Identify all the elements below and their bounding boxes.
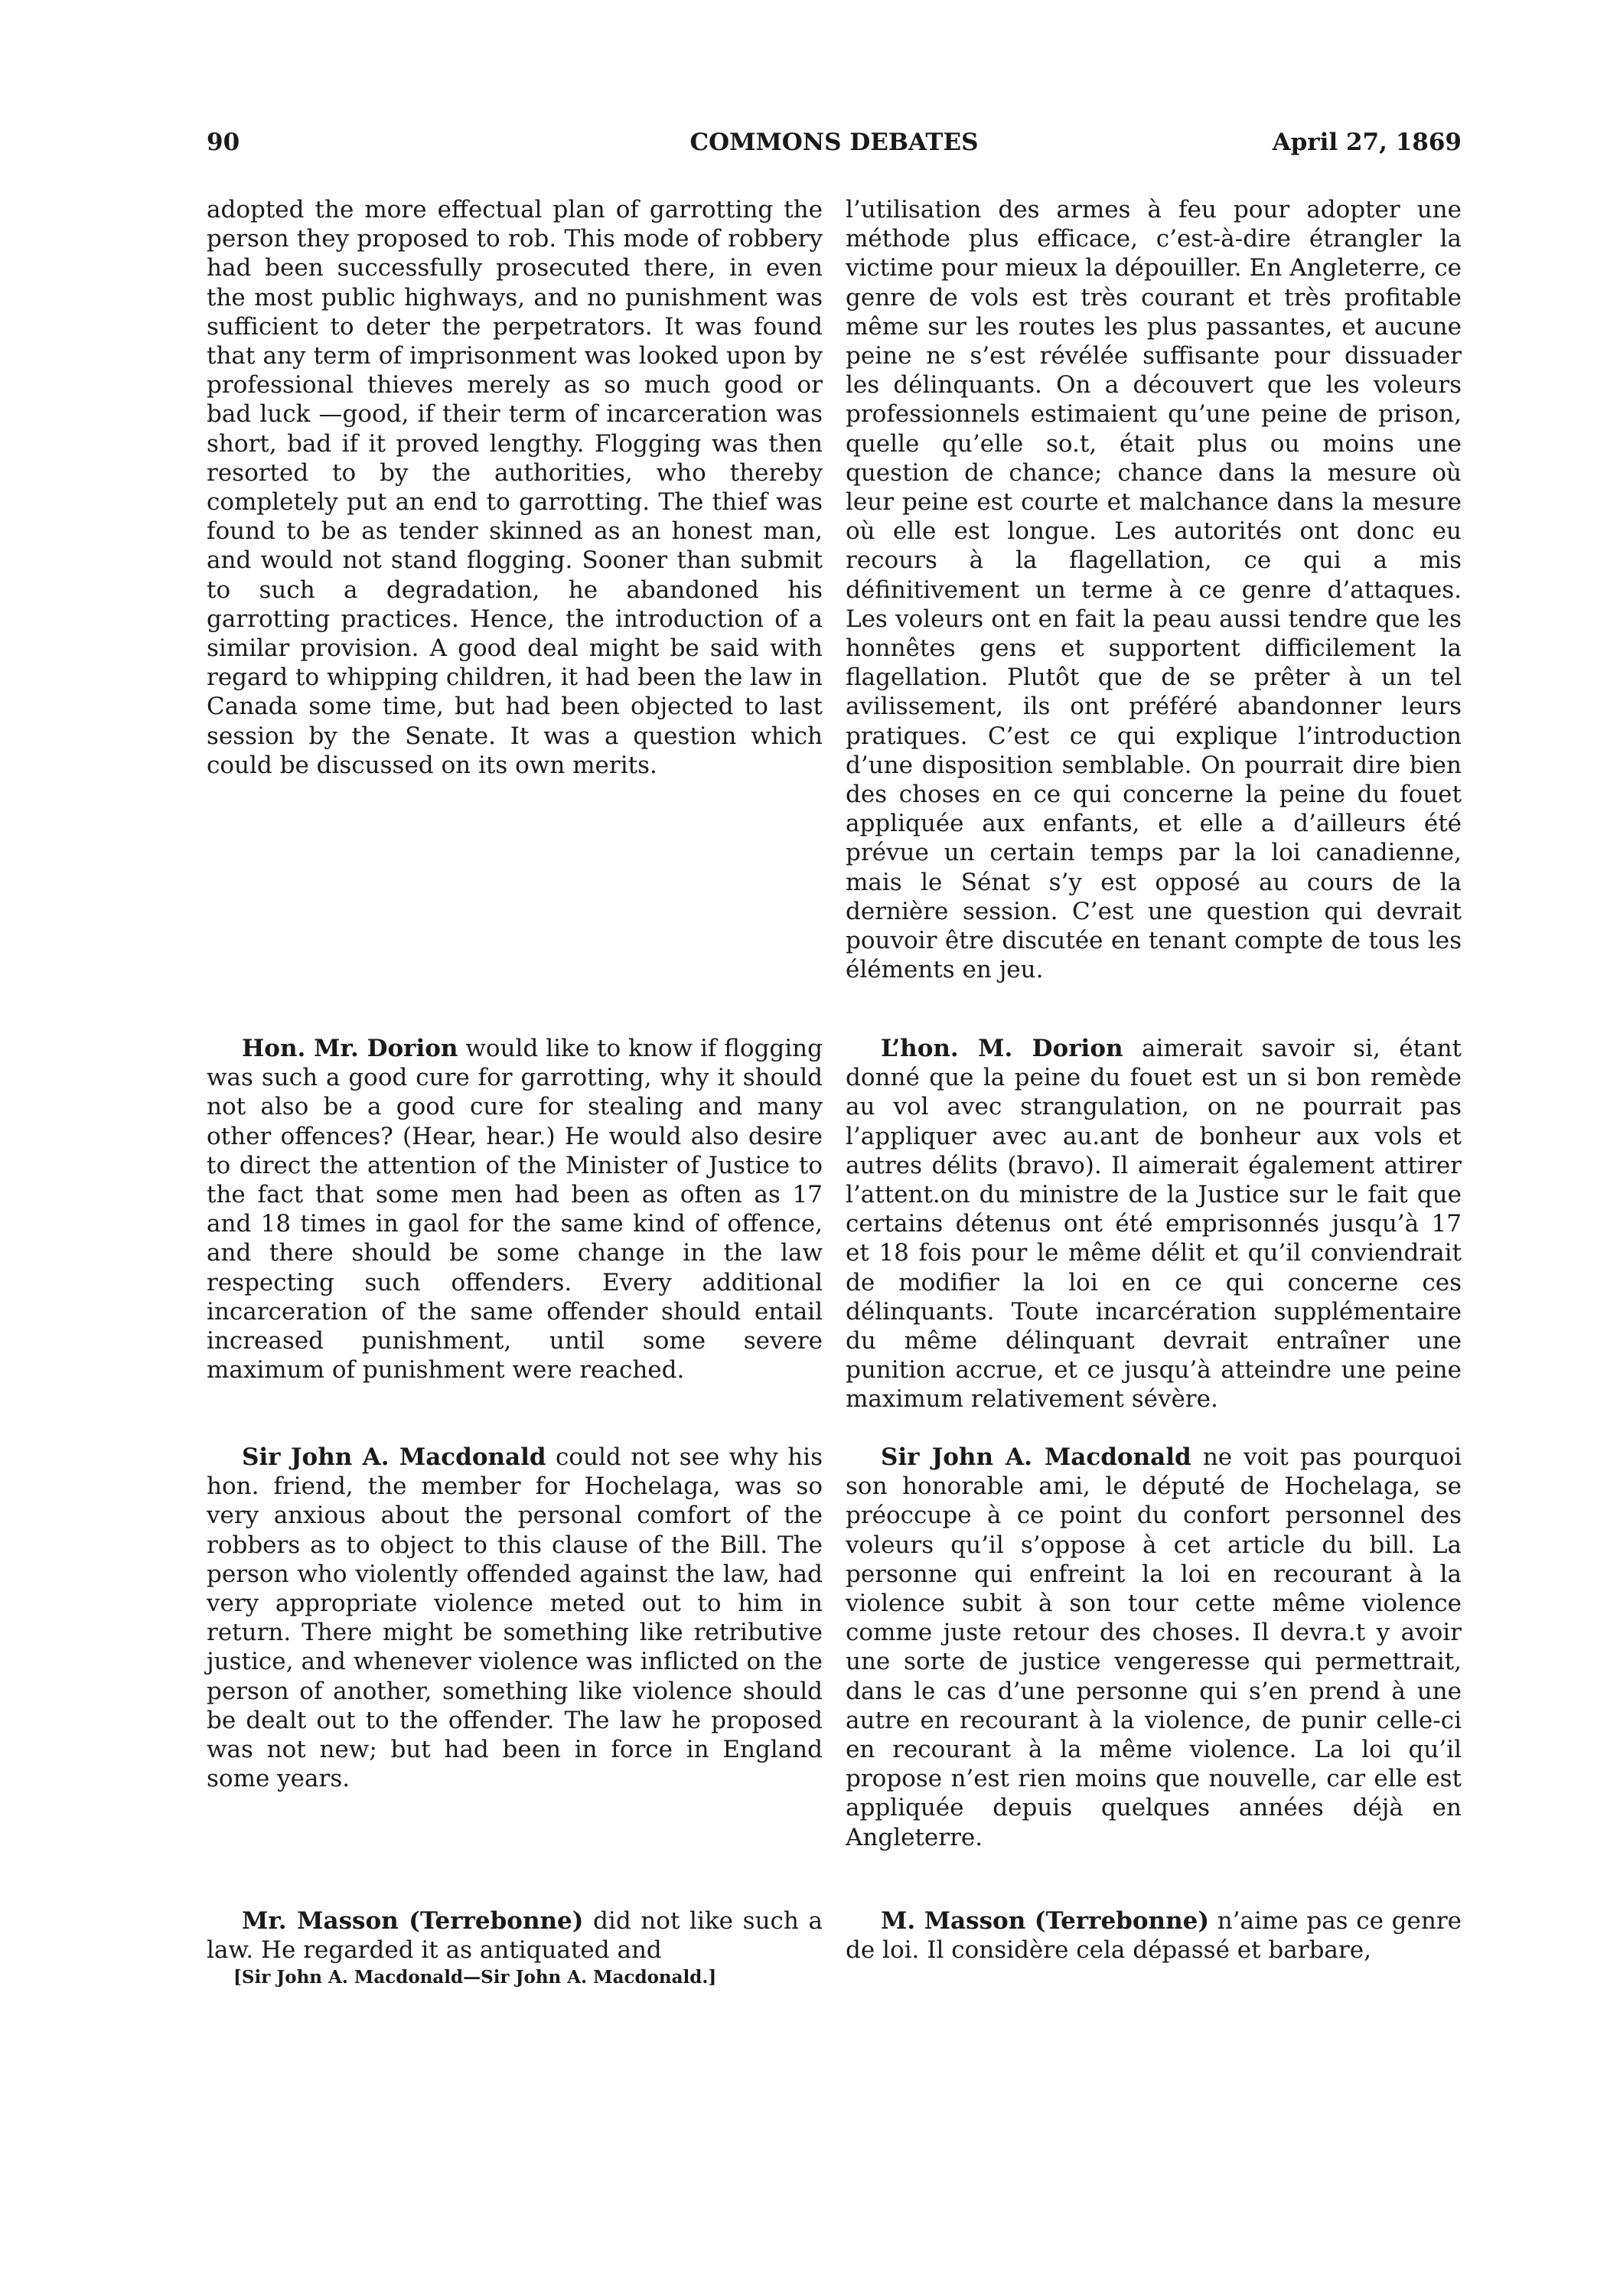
speech-text: aimerait savoir si, étant donné que la peine du fouet est un si bon remède au vol avec strangulation, on ne pourrait pas l’appliquer avec au.ant de bonheur aux vols et autres délits (bravo). Il aimerait également attirer l’attent.on du ministre de la Justice sur le fait que certains détenus ont été emprisonnés jusqu’à 17 et 18 fois pour le même délit et qu’il conviendrait de modifier la loi en ce qui concerne ces délinquants. Toute incarcération supplémentaire du même délinquant devrait entraîner une punition accrue, et ce jusqu’à atteindre une peine maximum relativement sévère.: [846, 1035, 1462, 1414]
speech-text: did not like such a law. He regarded it as antiquated and: [207, 1907, 823, 1965]
header-date: April 27, 1869: [1272, 129, 1462, 156]
speech-text: would like to know if flogging was such a good cure for garrotting, why it should not also be a good cure for stealing and many other offences? (Hear, hear.) He would also desire to direct the attention of the Minister of Justice to the fact that some men had been as often as 17 and 18 times in gaol for the same kind of offence, and there should be some change in the law respecting such offenders. Every additional incarceration of the same offender should entail increased punishment, until some severe maximum of punishment were reached.: [207, 1035, 823, 1384]
french-paragraph-macdonald: [846, 1443, 1462, 1852]
french-paragraph-dorion: [846, 1034, 1462, 1414]
french-paragraph-continued: l’utilisation des armes à feu pour adopter une méthode plus efficace, c’est-à-dire étrangler la victime pour mieux la dépouiller. En Angleterre, ce genre de vols est très courant et très profitable même sur les routes les plus passantes, et aucune peine ne s’est révélée suffisante pour dissuader les délinquants. On a découvert que les voleurs professionnels estimaient qu’une peine de prison, quelle qu’elle so.t, était plus ou moins une question de chance; chance dans la mesure où leur peine est courte et malchance dans la mesure où elle est longue. Les autorités ont donc eu recours à la flagellation, ce qui a mis définitivement un terme à ce genre d’attaques. Les voleurs ont en fait la peau aussi tendre que les honnêtes gens et supportent difficilement la flagellation. Plutôt que de se prêter à un tel avilissement, ils ont préféré abandonner leurs pratiques. C’est ce qui explique l’introduction d’une disposition semblable. On pourrait dire bien des choses en ce qui concerne la peine du fouet appliquée aux enfants, et elle a d’ailleurs été prévue un certain temps par la loi canadienne, mais le Sénat s’y est opposé au cours de la dernière session. C’est une question qui devrait pouvoir être discutée en tenant compte de tous les éléments en jeu.: [846, 196, 1462, 984]
speaker-name: Mr. Masson (Terrebonne): [242, 1907, 584, 1935]
english-paragraph-masson: [207, 1906, 823, 1965]
speaker-name: Hon. Mr. Dorion: [242, 1035, 458, 1062]
english-paragraph-dorion: [207, 1034, 823, 1384]
running-title: COMMONS DEBATES: [689, 129, 979, 156]
speech-text: n’aime pas ce genre de loi. Il considère cela dépassé et barbare,: [846, 1907, 1462, 1965]
speaker-name: Sir John A. Macdonald: [881, 1443, 1191, 1471]
french-paragraph-masson: [846, 1906, 1462, 1965]
english-paragraph-macdonald: [207, 1443, 823, 1793]
page-header: [207, 129, 1462, 167]
marginal-note: [Sir John A. Macdonald—Sir John A. Macdonald.]: [233, 1967, 717, 1988]
english-paragraph-continued: adopted the more effectual plan of garrotting the person they proposed to rob. This mode of robbery had been successfully prosecuted there, in even the most public highways, and no punishment was sufficient to deter the perpetrators. It was found that any term of imprisonment was looked upon by professional thieves merely as so much good or bad luck —good, if their term of incarceration was short, bad if it proved lengthy. Flogging was then resorted to by the authorities, who thereby completely put an end to garrotting. The thief was found to be as tender skinned as an honest man, and would not stand flogging. Sooner than submit to such a degradation, he abandoned his garrotting practices. Hence, the introduction of a similar provision. A good deal might be said with regard to whipping children, it had been the law in Canada some time, but had been objected to last session by the Senate. It was a question which could be discussed on its own merits.: [207, 196, 823, 779]
page-number: 90: [207, 129, 240, 156]
speaker-name: Sir John A. Macdonald: [242, 1443, 546, 1471]
speaker-name: L’hon. M. Dorion: [881, 1035, 1123, 1062]
speech-text: could not see why his hon. friend, the member for Hochelaga, was so very anxious about the personal comfort of the robbers as to object to this clause of the Bill. The person who violently offended against the law, had very appropriate violence meted out to him in return. There might be something like retributive justice, and whenever violence was inflicted on the person of another, something like violence should be dealt out to the offender. The law he proposed was not new; but had been in force in England some years.: [207, 1443, 823, 1793]
speech-text: ne voit pas pourquoi son honorable ami, le député de Hochelaga, se préoccupe à ce point du confort personnel des voleurs qu’il s’oppose à cet article du bill. La personne qui enfreint la loi en recourant à la violence subit à son tour cette même violence comme juste retour des choses. Il devra.t y avoir une sorte de justice vengeresse qui permettrait, dans le cas d’une personne qui s’en prend à une autre en recourant à la violence, de punir celle-ci en recourant à la même violence. La loi qu’il propose n’est rien moins que nouvelle, car elle est appliquée depuis quelques années déjà en Angleterre.: [846, 1443, 1462, 1851]
speaker-name: M. Masson (Terrebonne): [881, 1907, 1210, 1935]
